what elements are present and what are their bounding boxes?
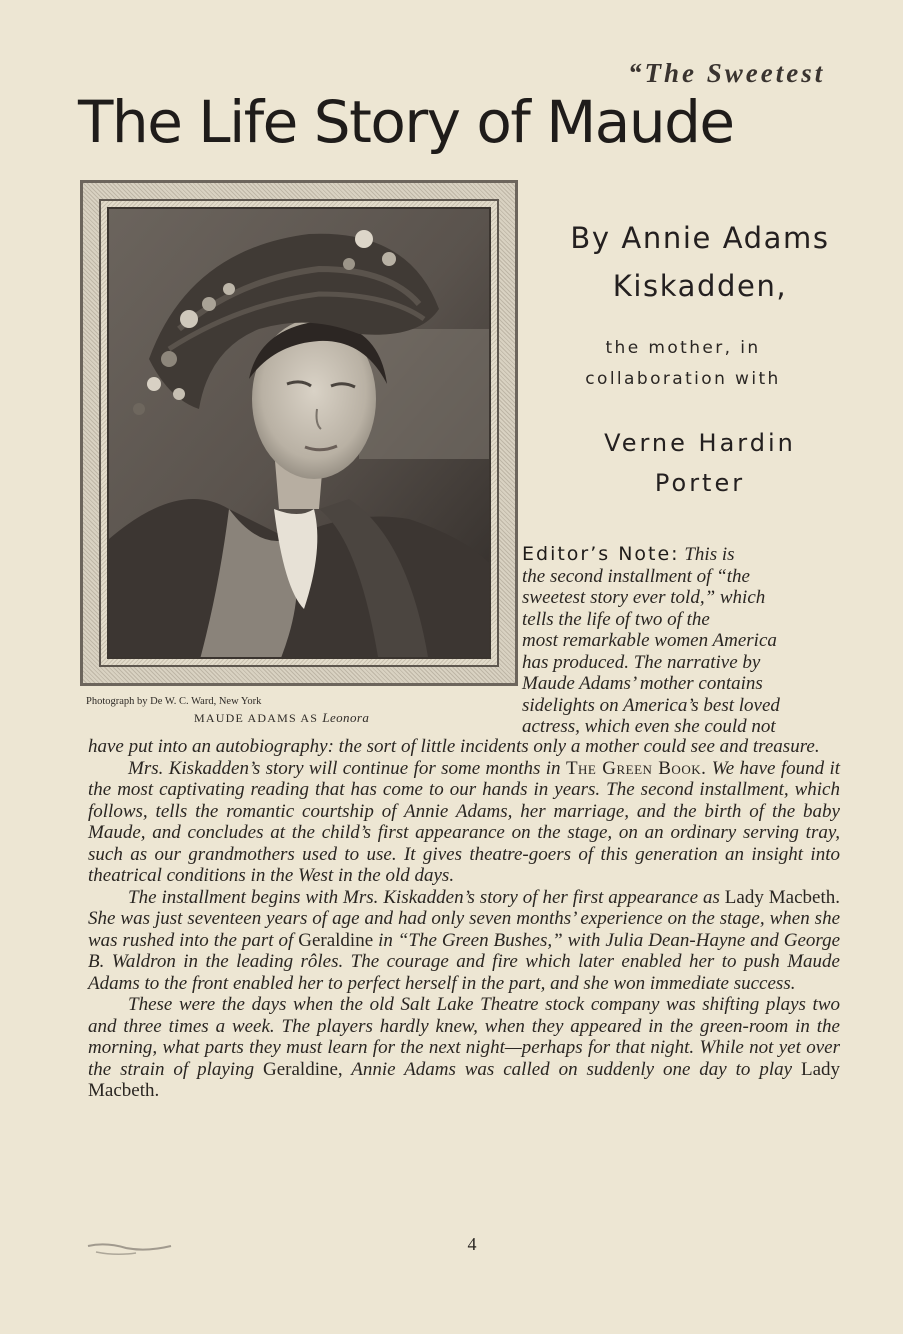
text-run: We have found it the most captivating reading that has come to our hands in years. The second installment, which follows, tells the romantic courtship of Annie Adams, her marriage, and the birth of the baby Maude, and concludes at the child’s first appearance on the stage, on an ordinary serving tray, such as our grandmothers used to use. It gives theatre-goers of this generation an insight into theatrical conditions in the West in the old days.	[88, 757, 841, 886]
role-name: Lady Macbeth.	[724, 886, 841, 908]
byline	[520, 214, 880, 310]
note-line: actress, which even she could not	[522, 716, 776, 737]
note-line-text: This is	[684, 544, 735, 565]
page-number: 4	[467, 1234, 477, 1254]
text-run: in “The Green Bushes,” with Julia Dean-Hayne and George B. Waldron in the leading rôles. The courage and fire which later enabled her to push Maude Adams to the front enabled her to perfect herself in the part, and she won immediate success.	[88, 929, 841, 994]
caption-prefix: MAUDE ADAMS AS	[194, 711, 319, 725]
running-head: “The Sweetest	[628, 58, 826, 88]
role-name: Geraldine,	[263, 1058, 343, 1080]
byline-line-2: Kiskadden,	[612, 269, 788, 303]
photo-credit: Photograph by De W. C. Ward, New York	[86, 696, 262, 707]
editors-note-label: Editor’s Note:	[522, 543, 680, 565]
byline-subtitle	[548, 333, 818, 395]
note-line: sidelights on America’s best loved	[522, 694, 780, 716]
note-line: has produced. The narrative by	[522, 651, 761, 673]
caption-role: Leonora	[322, 710, 370, 725]
paragraph	[88, 994, 840, 1102]
note-continuation: have put into an autobiography: the sort of little incidents only a mother could see and treasure.	[88, 736, 820, 757]
role-name: Geraldine	[298, 929, 374, 951]
portrait-frame	[80, 180, 518, 686]
byline-line-1: By Annie Adams	[570, 221, 830, 255]
collaborator-line-1: Verne Hardin	[604, 429, 796, 457]
note-line: the second installment of “the	[522, 565, 750, 587]
text-run: These were the days when the old Salt Lake Theatre stock company was shifting plays two and three times a week. The players hardly knew, when they appeared in the green-room in the morning, what parts they must learn for the next night—perhaps for that night. While not yet over the strain of playing	[88, 994, 840, 1080]
text-run: She was just seventeen years of age and had only seven months’ experience on the stage, when she was rushed into the part of	[88, 908, 840, 951]
article-body	[88, 736, 840, 1102]
note-line: sweetest story ever told,” which	[522, 587, 766, 608]
note-line	[522, 544, 838, 566]
portrait-photo	[107, 207, 491, 659]
text-run: Mrs. Kiskadden’s story will continue for some months in	[128, 757, 561, 779]
note-line: tells the life of two of the	[522, 608, 710, 630]
text-run: Annie Adams was called on suddenly one day to play	[351, 1058, 793, 1080]
note-line: Maude Adams’ mother contains	[522, 673, 763, 694]
photo-caption	[194, 710, 494, 726]
article-title: The Life Story of Maude	[78, 88, 734, 156]
collaborator	[520, 423, 880, 503]
portrait-illustration	[109, 209, 491, 659]
byline-sub-1: the mother, in	[605, 338, 761, 358]
role-name: Lady Macbeth.	[88, 1058, 841, 1101]
collaborator-line-2: Porter	[654, 469, 746, 497]
byline-sub-2: collaboration with	[585, 369, 781, 389]
ink-smudge	[86, 1236, 176, 1260]
note-line: most remarkable women America	[522, 630, 777, 651]
paragraph	[88, 758, 840, 887]
paragraph	[88, 887, 840, 995]
text-run: The installment begins with Mrs. Kiskadden’s story of her first appearance as	[128, 886, 720, 908]
magazine-name: The Green Book.	[565, 757, 707, 779]
editors-note	[522, 544, 838, 738]
